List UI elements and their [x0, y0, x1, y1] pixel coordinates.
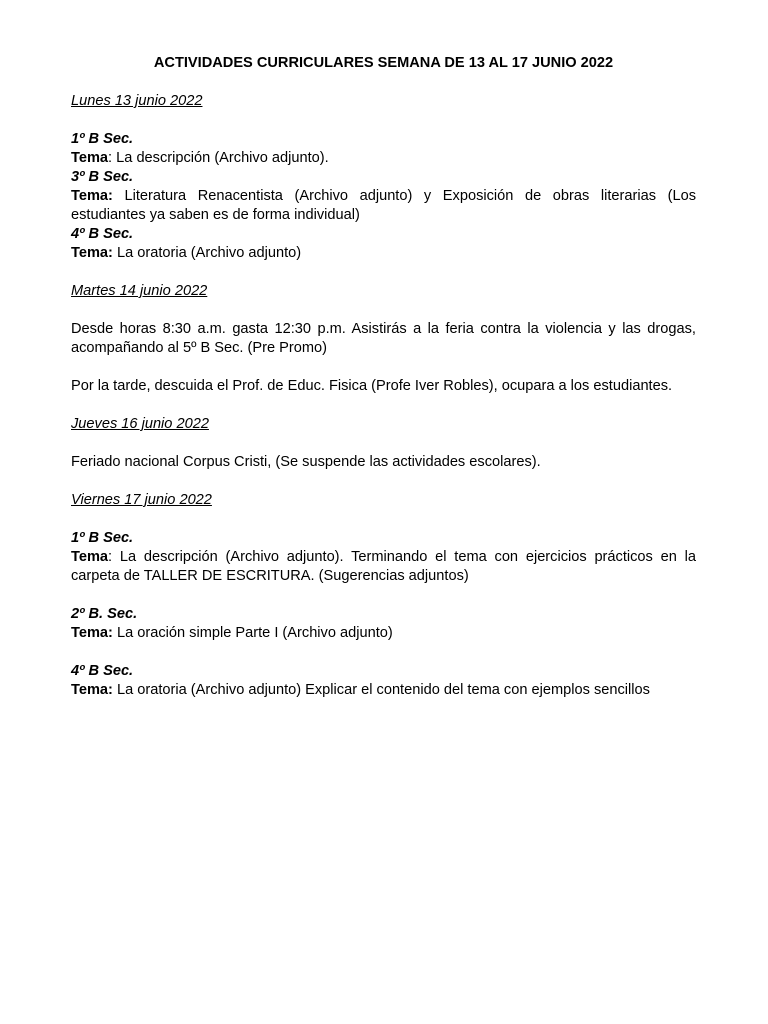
spacer	[71, 301, 696, 320]
topic-text: : La descripción (Archivo adjunto). Terminando el tema con ejercicios prácticos en la carpeta de TALLER DE ESCRITURA. (Sugerencias adjuntos)	[71, 549, 696, 584]
topic-label: Tema:	[71, 188, 113, 204]
spacer	[71, 396, 696, 415]
group-label: 2º B. Sec.	[71, 606, 138, 622]
topic-label: Tema	[71, 549, 109, 565]
spacer	[71, 434, 696, 453]
group-label: 3º B Sec.	[71, 169, 134, 185]
topic-label: Tema:	[71, 682, 113, 698]
spacer	[71, 643, 696, 662]
spacer	[71, 510, 696, 529]
document-body	[71, 54, 696, 700]
day-heading-monday: Lunes 13 junio 2022	[71, 93, 203, 109]
spacer	[71, 263, 696, 282]
topic-line	[71, 681, 696, 700]
topic-label: Tema:	[71, 245, 113, 261]
paragraph: Desde horas 8:30 a.m. gasta 12:30 p.m. Asistirás a la feria contra la violencia y las drogas, acompañando al 5º B Sec. (Pre Promo)	[71, 321, 696, 356]
spacer	[71, 586, 696, 605]
document-title: ACTIVIDADES CURRICULARES SEMANA DE 13 AL 17 JUNIO 2022	[153, 55, 614, 71]
group-label: 1º B Sec.	[71, 131, 134, 147]
group-label: 1º B Sec.	[71, 530, 134, 546]
topic-text: La oración simple Parte I (Archivo adjunto)	[112, 625, 393, 641]
topic-label: Tema:	[71, 625, 113, 641]
topic-text: : La descripción (Archivo adjunto).	[108, 150, 329, 166]
spacer	[71, 358, 696, 377]
topic-text: Literatura Renacentista (Archivo adjunto) y Exposición de obras literarias (Los estudiantes ya saben es de forma individual)	[71, 188, 696, 223]
day-heading-friday: Viernes 17 junio 2022	[71, 492, 212, 508]
topic-line	[71, 548, 696, 586]
spacer	[71, 111, 696, 130]
spacer	[71, 472, 696, 491]
topic-line	[71, 624, 696, 643]
topic-text: La oratoria (Archivo adjunto) Explicar el contenido del tema con ejemplos sencillos	[112, 682, 650, 698]
topic-line	[71, 187, 696, 225]
paragraph: Por la tarde, descuida el Prof. de Educ. Fisica (Profe Iver Robles), ocupara a los estudiantes.	[71, 378, 673, 394]
topic-text: La oratoria (Archivo adjunto)	[112, 245, 302, 261]
topic-line	[71, 149, 696, 168]
group-label: 4º B Sec.	[71, 663, 134, 679]
topic-line	[71, 244, 696, 263]
group-label: 4º B Sec.	[71, 226, 134, 242]
topic-label: Tema	[71, 150, 109, 166]
day-heading-tuesday: Martes 14 junio 2022	[71, 283, 208, 299]
day-heading-thursday: Jueves 16 junio 2022	[71, 416, 209, 432]
paragraph: Feriado nacional Corpus Cristi, (Se suspende las actividades escolares).	[71, 454, 541, 470]
